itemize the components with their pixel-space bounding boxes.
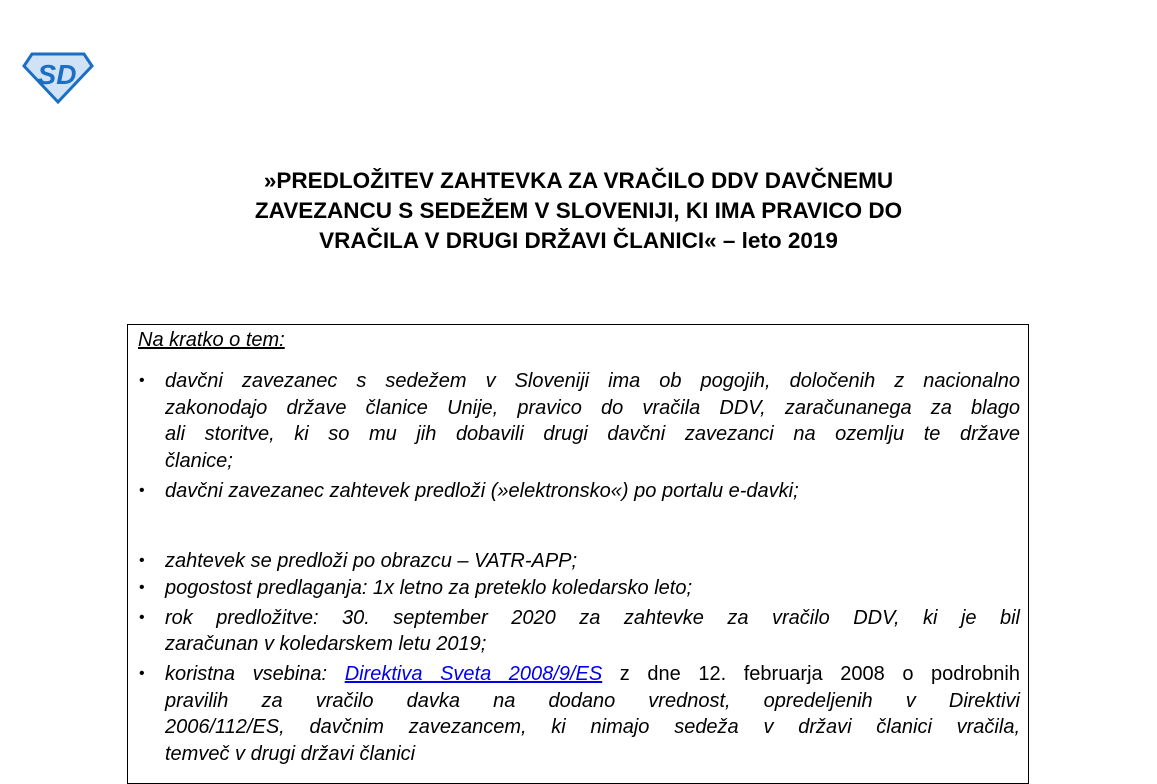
text-line: zahtevek se predloži po obrazcu – VATR-APP; bbox=[165, 550, 578, 572]
list-item bbox=[128, 478, 1020, 505]
list-item bbox=[128, 368, 1020, 474]
bullet-icon: • bbox=[139, 372, 145, 389]
list-item bbox=[128, 548, 1020, 575]
list-item bbox=[128, 661, 1020, 767]
text-line: zaračunan v koledarskem letu 2019; bbox=[165, 633, 487, 655]
document-title bbox=[0, 166, 1157, 256]
text-segment: koristna vsebina: bbox=[165, 663, 345, 685]
text-line: davčni zavezanec s sedežem v Sloveniji ima ob pogojih, določenih z nacionalno bbox=[165, 370, 1020, 392]
list-item bbox=[128, 575, 1020, 602]
title-line: »PREDLOŽITEV ZAHTEVKA ZA VRAČILO DDV DAVČNEMU bbox=[263, 168, 894, 193]
title-line: VRAČILA V DRUGI DRŽAVI ČLANICI« – leto 2019 bbox=[319, 228, 838, 253]
bullet-icon: • bbox=[139, 578, 145, 596]
logo-icon bbox=[22, 50, 94, 104]
text-line: 2006/112/ES, davčnim zavezancem, ki nimajo sedeža v državi članici vračila, bbox=[165, 716, 1020, 738]
directive-link[interactable]: Direktiva Sveta 2008/9/ES bbox=[344, 663, 603, 685]
text-segment: z dne 12. februarja 2008 o podrobnih bbox=[602, 663, 1020, 685]
summary-list bbox=[128, 368, 1028, 767]
bullet-icon: • bbox=[139, 552, 145, 569]
text-line: zakonodajo države članice Unije, pravico do vračila DDV, zaračunanega za blago bbox=[165, 396, 1020, 419]
text-line: pravilih za vračilo davka na dodano vrednost, opredeljenih v Direktivi bbox=[165, 689, 1020, 712]
svg-text:SD: SD bbox=[37, 59, 77, 90]
text-line: članice; bbox=[165, 449, 233, 472]
text-line bbox=[165, 661, 1020, 688]
text-line: temveč v drugi državi članici bbox=[165, 742, 416, 765]
list-item bbox=[128, 605, 1020, 658]
bullet-icon: • bbox=[139, 665, 145, 682]
summary-box bbox=[127, 324, 1029, 784]
summary-heading: Na kratko o tem: bbox=[138, 329, 285, 351]
title-line: ZAVEZANCU S SEDEŽEM V SLOVENIJI, KI IMA PRAVICO DO bbox=[254, 198, 903, 223]
bullet-icon: • bbox=[139, 481, 145, 499]
text-line: ali storitve, ki so mu jih dobavili drugi davčni zavezanci na ozemlju te države bbox=[165, 423, 1020, 445]
text-line: rok predložitve: 30. september 2020 za zahtevke za vračilo DDV, ki je bil bbox=[165, 606, 1020, 629]
text-line: davčni zavezanec zahtevek predloži (»elektronsko«) po portalu e-davki; bbox=[165, 479, 799, 502]
bullet-icon: • bbox=[139, 608, 145, 626]
text-line: pogostost predlaganja: 1x letno za preteklo koledarsko leto; bbox=[165, 576, 693, 599]
